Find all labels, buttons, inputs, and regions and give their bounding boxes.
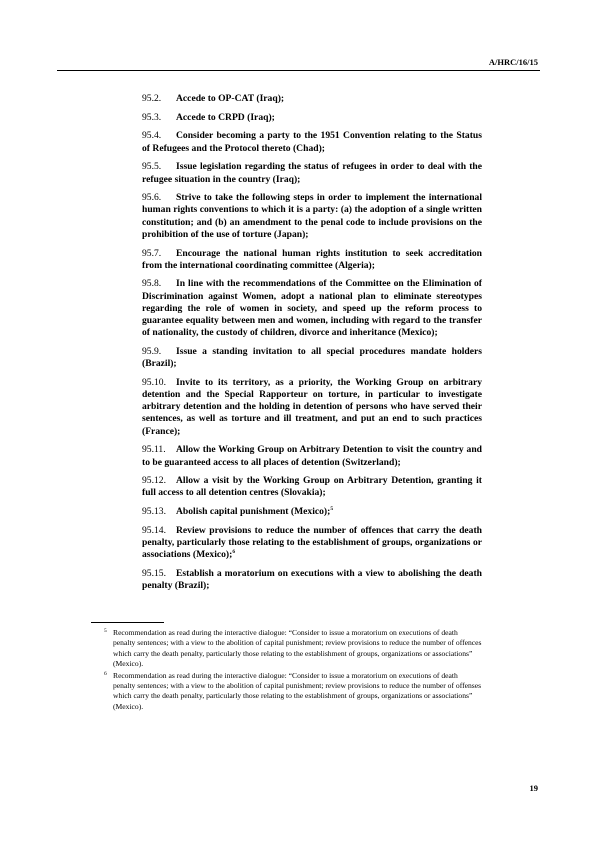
recommendation-text: Allow the Working Group on Arbitrary Detention to visit the country and to be guaranteed access to all places of detention (Switzerland);: [142, 444, 482, 468]
footnotes: [91, 628, 482, 713]
recommendation-number: 95.7.: [142, 247, 162, 259]
recommendation-item: [142, 444, 482, 468]
recommendation-text: Encourage the national human rights institution to seek accreditation from the international coordinating committee (Algeria);: [142, 247, 482, 271]
recommendation-item: [142, 161, 482, 185]
recommendation-number: 95.4.: [142, 130, 162, 142]
recommendation-item: [142, 248, 482, 272]
page-number: 19: [529, 783, 538, 793]
footnote-item: [91, 628, 482, 670]
recommendation-number: 95.15.: [142, 568, 166, 579]
recommendation-text: In line with the recommendations of the Committee on the Elimination of Discrimination against Women, adopt a national plan to eliminate stereotypes regarding the role of women in society, and speed up the reform process to guarantee equality between men and women, including with regard to the transfer of nationality, the custody of children, divorce and inheritance (Mexico);: [142, 278, 482, 339]
recommendation-text: Abolish capital punishment (Mexico);: [176, 506, 331, 518]
recommendation-item: [142, 346, 482, 370]
recommendation-item: [142, 278, 482, 339]
footnote-mark: 6: [104, 670, 107, 677]
recommendation-text: Establish a moratorium on executions with a view to abolishing the death penalty (Brazil);: [142, 568, 482, 592]
recommendation-text: Accede to CRPD (Iraq);: [176, 111, 275, 123]
footnote-reference[interactable]: 6: [232, 549, 236, 556]
recommendations-list: [142, 93, 482, 599]
recommendation-number: 95.12.: [142, 475, 166, 487]
recommendation-item: [142, 475, 482, 499]
footnote-reference[interactable]: 5: [330, 506, 334, 512]
footnote-mark: 5: [104, 628, 107, 634]
recommendation-item: [142, 525, 482, 562]
recommendation-text: Issue a standing invitation to all special procedures mandate holders (Brazil);: [142, 345, 482, 370]
recommendation-text: Consider becoming a party to the 1951 Convention relating to the Status of Refugees and the Protocol thereto (Chad);: [142, 130, 482, 154]
recommendation-text: Strive to take the following steps in order to implement the international human rights conventions to which it is a party: (a) the adoption of a single written constitution; and (b) an amendment to the penal code to include provisions on the prohibition of the use of torture (Japan);: [142, 192, 482, 240]
recommendation-item: [142, 377, 482, 438]
footnote-text: Recommendation as read during the interactive dialogue: “Consider to issue a moratorium on executions of death penalty sentences; with a view to the abolition of capital punishment; review provisions to reduce the number of offences which carry the death penalty, particularly those relating to the establishment of groups, organizations or associations” (Mexico).: [113, 628, 482, 669]
footnote-separator: [91, 622, 164, 623]
footnote-item: [91, 671, 482, 713]
recommendation-number: 95.8.: [142, 278, 162, 290]
recommendation-item: [142, 192, 482, 241]
recommendation-text: Invite to its territory, as a priority, the Working Group on arbitrary detention and the Special Rapporteur on torture, in particular to investigate arbitrary detention and the holding in detention of persons who have served their sentences, as well as torture and ill treatment, and put an end to such practices (France);: [142, 376, 482, 437]
recommendation-number: 95.11.: [142, 444, 166, 456]
recommendation-number: 95.2.: [142, 93, 162, 104]
document-symbol: A/HRC/16/15: [488, 57, 538, 67]
recommendation-item: [142, 506, 482, 518]
recommendation-number: 95.3.: [142, 111, 162, 123]
recommendation-number: 95.6.: [142, 192, 162, 204]
recommendation-number: 95.13.: [142, 506, 166, 518]
recommendation-number: 95.10.: [142, 376, 166, 388]
recommendation-item: [142, 130, 482, 154]
recommendation-item: [142, 93, 482, 105]
recommendation-text: Review provisions to reduce the number of offences that carry the death penalty, particularly those relating to the establishment of groups, organizations or associations (Mexico);: [142, 524, 482, 561]
footnote-text: Recommendation as read during the interactive dialogue: “Consider to issue a moratorium on executions of death penalty sentences; with a view to the abolition of capital punishment; review provisions to reduce the number of offenses which carry the death penalty, particularly those relating to the establishment of groups, organizations or associations” (Mexico).: [113, 670, 482, 711]
recommendation-text: Allow a visit by the Working Group on Arbitrary Detention, granting it full access to all detention centres (Slovakia);: [142, 475, 482, 499]
recommendation-number: 95.14.: [142, 524, 166, 536]
header-rule: [57, 70, 540, 71]
recommendation-text: Issue legislation regarding the status of refugees in order to deal with the refugee situation in the country (Iraq);: [142, 161, 482, 185]
recommendation-item: [142, 112, 482, 124]
recommendation-item: [142, 568, 482, 592]
recommendation-number: 95.9.: [142, 345, 162, 357]
recommendation-number: 95.5.: [142, 161, 162, 173]
recommendation-text: Accede to OP-CAT (Iraq);: [176, 93, 285, 104]
